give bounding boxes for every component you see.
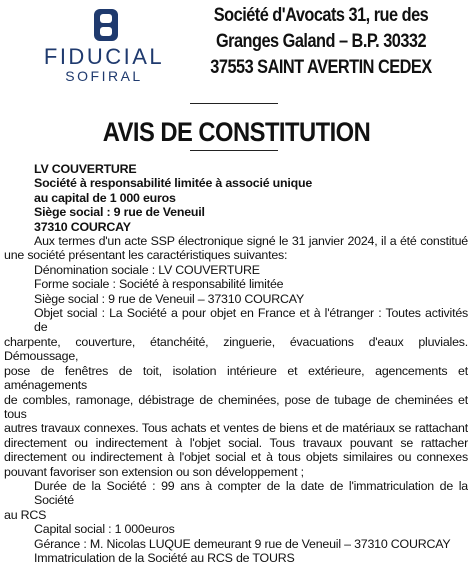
body-line: Capital social : 1 000euros [34,522,175,537]
fiducial-logo-icon [92,8,120,42]
body-line: de combles, ramonage, débistrage de cheminées, pose de tubage de cheminées et tous [4,392,468,421]
body-line: Objet social : La Société a pour objet en France et à l'étranger : Toutes activités de [34,306,468,335]
body-line: Siège social : 9 rue de Veneuil – 37310 COURCAY [34,291,305,306]
address-line: Société d'Avocats 31, rue des [213,5,429,26]
notice-title: AVIS DE CONSTITUTION [102,117,371,147]
notice-body [4,162,468,565]
company-seat: Siège social : 9 rue de Veneuil [34,205,205,220]
body-line: pouvant favoriser son extension ou son développement ; [4,464,304,479]
law-firm-address [205,3,437,81]
body-line: au RCS [4,507,47,522]
divider-bottom [190,150,278,151]
company-city: 37310 COURCAY [34,219,131,234]
address-line: 37553 SAINT AVERTIN CEDEX [210,57,432,78]
logo-wordmark: FIDUCIAL [43,44,165,69]
body-line: charpente, couverture, étanchéité, zinguerie, évacuations d'eaux pluviales. Démoussage, [4,334,468,364]
company-form: Société à responsabilité limitée à associé unique [34,176,313,191]
company-name: LV COUVERTURE [34,162,137,176]
body-line: Durée de la Société : 99 ans à compter de la date de l'immatriculation de la Société [34,478,468,508]
body-line: Aux termes d'un acte SSP électronique signé le 31 janvier 2024, il a été constitué [34,234,468,249]
body-line: pose de fenêtres de toit, isolation intérieure et extérieure, agencements et aménagements [4,363,468,393]
address-line: Granges Galand – B.P. 30332 [215,31,427,52]
body-line: autres travaux connexes. Tous achats et ventes de biens et de matériaux se rattachant [4,421,468,436]
body-line: une société présentant les caractéristiques suivantes: [4,248,288,263]
body-line: Gérance : M. Nicolas LUQUE demeurant 9 rue de Veneuil – 37310 COURCAY [34,536,451,551]
body-line: directement ou indirectement à l'objet social. Tous travaux pouvant se rattacher [4,435,468,450]
logo-subtitle: SOFIRAL [65,68,143,84]
company-capital: au capital de 1 000 euros [34,190,176,205]
notice-header [0,0,473,95]
body-line: Forme sociale : Société à responsabilité limitée [34,277,284,292]
body-line: Immatriculation de la Société au RCS de TOURS [34,550,295,565]
body-line: directement ou indirectement à l'objet social et à tous objets similaires ou connexes [4,450,468,465]
body-line: Dénomination sociale : LV COUVERTURE [34,262,260,277]
divider-top [190,103,278,104]
